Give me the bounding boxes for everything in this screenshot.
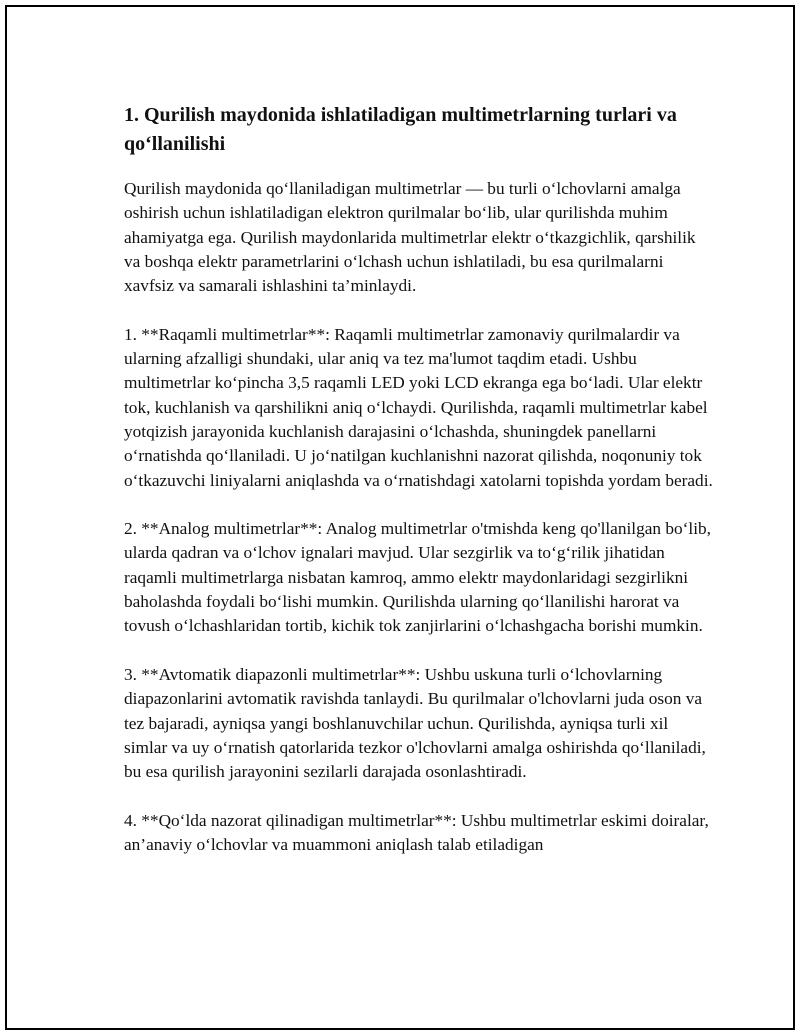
paragraph-autorange-multimeters: 3. **Avtomatik diapazonli multimetrlar**: Ushbu uskuna turli o‘lchovlarning diapazonlarini avtomatik ravishda tanlaydi. Bu qurilmalar o'lchovlarni juda oson va tez bajaradi, ayniqsa yangi boshlanuvchilar uchun. Qurilishda, ayniqsa turli xil simlar va uy o‘rnatish qatorlarida tezkor o'lchovlarni amalga oshirishda qo‘llaniladi, bu esa qurilish jarayonini sezilarli darajada osonlashtiradi. (124, 664, 706, 782)
intro-paragraph: Qurilish maydonida qo‘llaniladigan multimetrlar — bu turli o‘lchovlarni amalga oshirish uchun ishlatiladigan elektron qurilmalar bo‘lib, ular qurilishda muhim ahamiyatga ega. Qurilish maydonlarida multimetrlar elektr o‘tkazgichlik, qarshilik va boshqa elektr parametrlarini o‘lchash uchun ishlatiladi, bu esa qurilmalarni xavfsiz va samarali ishlashini ta’minlaydi. (124, 179, 696, 296)
paragraph-digital-multimeters: 1. **Raqamli multimetrlar**: Raqamli multimetrlar zamonaviy qurilmalardir va ularning afzalligi shundaki, ular aniq va tez ma'lumot taqdim etadi. Ushbu multimetrlar ko‘pincha 3,5 raqamli LED yoki LCD ekranga ega bo‘ladi. Ular elektr tok, kuchlanish va qarshilikni aniq o‘lchaydi. Qurilishda, raqamli multimetrlar kabel yotqizish jarayonida kuchlanish darajasini o‘lchashda, shuningdek panellarni o‘rnatishda qo‘llaniladi. U jo‘natilgan kuchlanishni nazorat qilishda, noqonuniy tok o‘tkazuvchi liniyalarni aniqlashda va o‘rnatishdagi xatolarni topishda yordam beradi. (124, 324, 713, 490)
paragraph-manual-multimeters: 4. **Qo‘lda nazorat qilinadigan multimetrlar**: Ushbu multimetrlar eskimi doiralar, an’anaviy o‘lchovlar va muammoni aniqlash talab etiladigan (124, 810, 709, 855)
page-frame (5, 5, 795, 1030)
paragraph-analog-multimeters: 2. **Analog multimetrlar**: Analog multimetrlar o'tmishda keng qo'llanilgan bo‘lib, ularda qadran va o‘lchov ignalari mavjud. Ular sezgirlik va to‘g‘rilik jihatidan raqamli multimetrlarga nisbatan kamroq, ammo elektr maydonlaridagi sezgirlikni baholashda foydali bo‘lishi mumkin. Qurilishda ularning qo‘llanilishi harorat va tovush o‘lchashlaridan tortib, kichik tok zanjirlarini o‘lchashgacha borishi mumkin. (124, 519, 711, 636)
document-body (124, 101, 714, 882)
section-heading: 1. Qurilish maydonida ishlatiladigan multimetrlarning turlari va qo‘llanilishi (124, 104, 677, 155)
